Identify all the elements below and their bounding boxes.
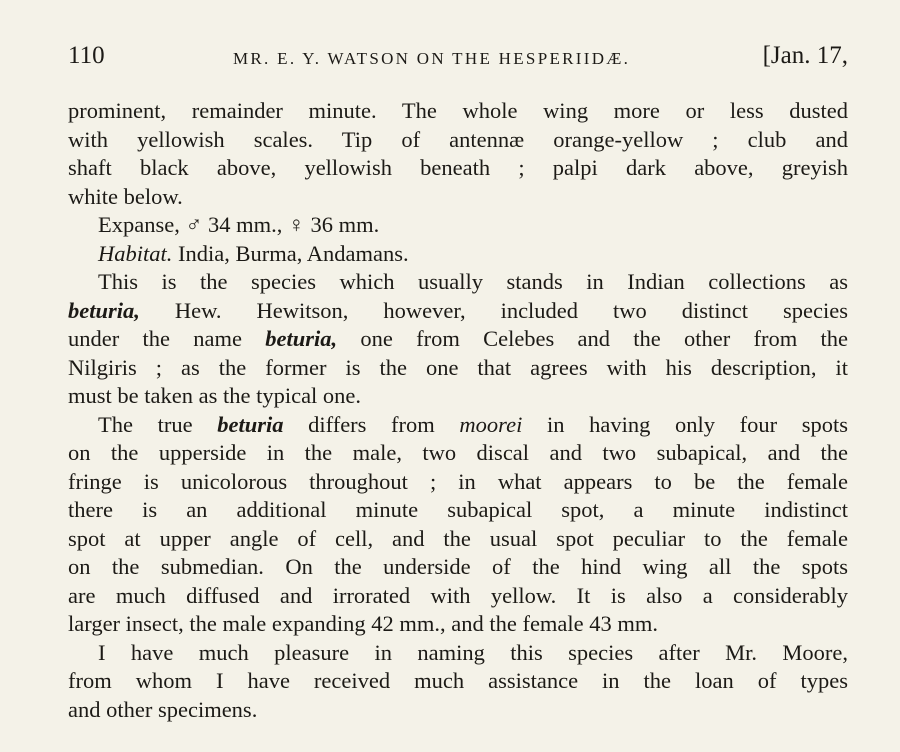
species-name: moorei [459,411,523,437]
text-line: are much diffused and irrorated with yellow. It is also a considerably [68,582,848,608]
habitat-text: India, Burma, Andamans. [172,240,409,266]
text-line: shaft black above, yellowish beneath ; palpi dark above, greyish [68,155,848,180]
text-line: beturia, Hew. Hewitson, however, included two distinct species [68,297,848,323]
page-number: 110 [68,42,105,69]
text-line: there is an additional minute subapical spot, a minute indistinct [68,497,848,522]
text-line: must be taken as the typical one. [68,383,362,408]
species-name: beturia, [68,297,140,323]
text-line: on the upperside in the male, two discal and two subapical, and the [68,440,848,465]
species-name: beturia [217,411,284,437]
text-line: on the submedian. On the underside of the hind wing all the spots [68,554,848,579]
text-line: Nilgiris ; as the former is the one that agrees with his description, it [68,354,848,380]
text-line: white below. [68,183,183,209]
text-line: under the name beturia, one from Celebes and the other from the [68,326,848,351]
text-line: larger insect, the male expanding 42 mm., and the female 43 mm. [68,611,659,636]
text-line: and other specimens. [68,696,258,722]
species-name: beturia, [265,326,338,351]
expanse-line: Expanse, ♂ 34 mm., ♀ 36 mm. [98,212,380,237]
text-line: I have much pleasure in naming this species after Mr. Moore, [98,639,848,665]
text-line: from whom I have received much assistance in the loan of types [68,668,848,693]
text-line: spot at upper angle of cell, and the usual spot peculiar to the female [68,525,848,551]
habitat-line [68,240,848,269]
text-line: This is the species which usually stands in Indian collections as [98,269,848,294]
text-line: The true beturia differs from moorei in having only four spots [98,411,848,437]
habitat-label: Habitat. [98,240,173,266]
date-reference: [Jan. 17, [762,42,848,69]
text-line: with yellowish scales. Tip of antennæ orange-yellow ; club and [68,126,848,152]
text-line: prominent, remainder minute. The whole wing more or less dusted [68,98,848,123]
running-head [68,38,848,74]
body-text [68,97,848,724]
text-line: fringe is unicolorous throughout ; in what appears to be the female [68,468,848,494]
running-title: MR. E. Y. WATSON ON THE HESPERIIDÆ. [233,49,631,68]
